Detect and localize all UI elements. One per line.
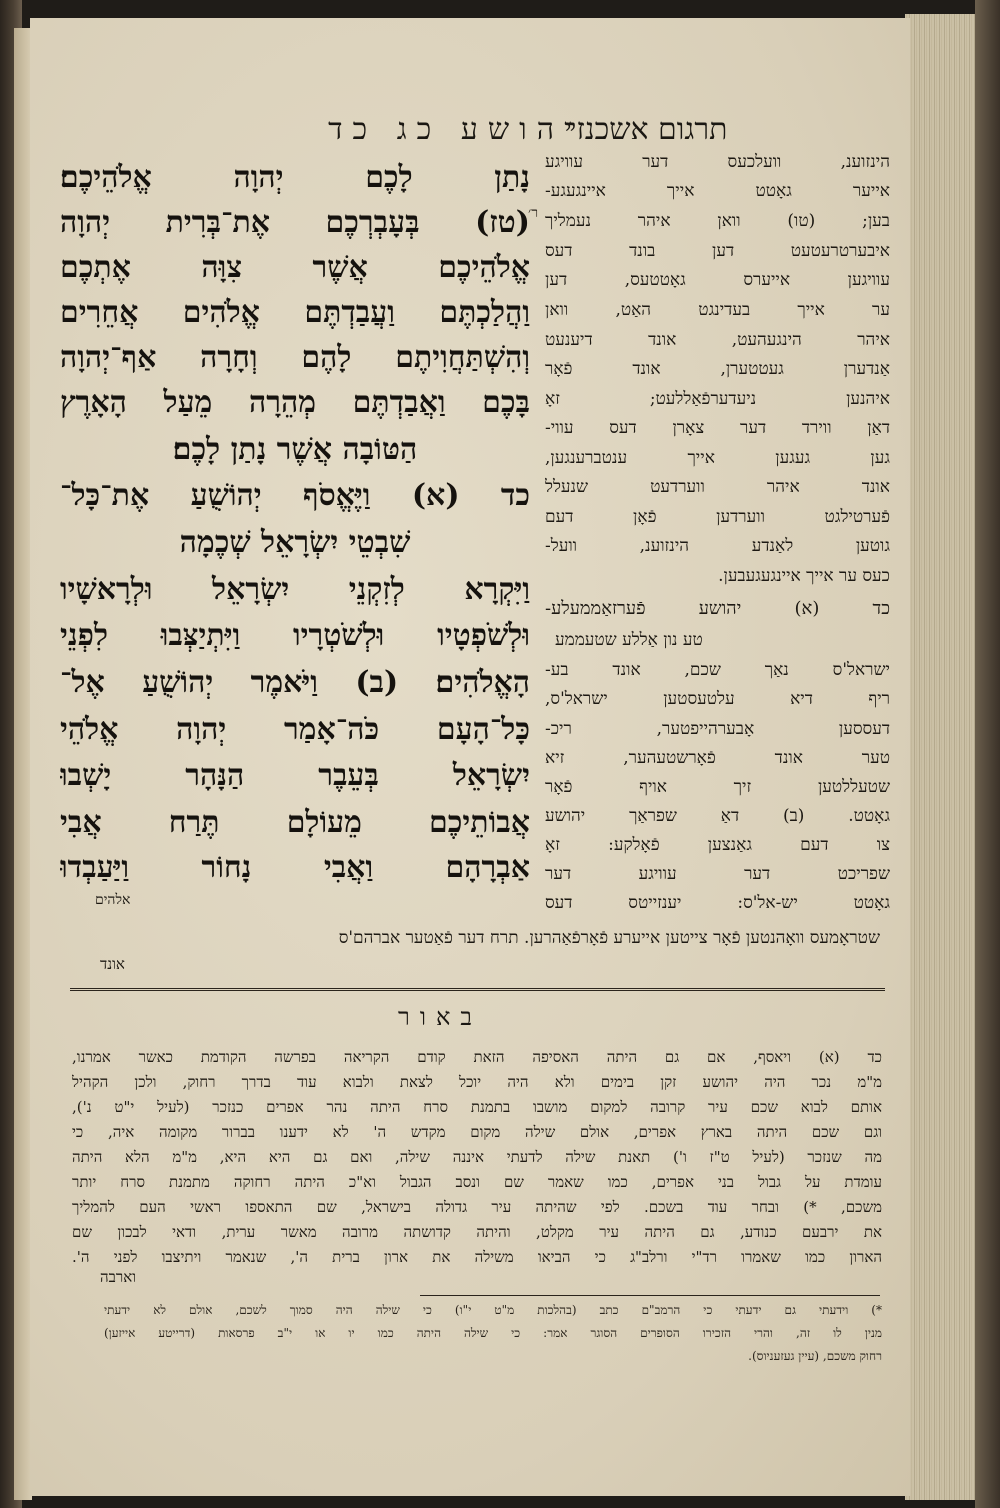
- translation-line: כד (א) יהושע פֿערזאַממעלע-: [545, 598, 890, 619]
- hebrew-line: אֱלֹהֵיכֶם אֲשֶׁר צִוָּה אֶתְכֶם: [60, 250, 530, 285]
- commentary-line: את ירבעם כנודע, גם היתה עיר מקלט, והיתה קדושתה מרובה מאשר ערית, ודאי לבכון שם: [72, 1223, 882, 1241]
- translation-line: גאָטט יש-אל'ס: יענזייטס דעס: [545, 893, 890, 913]
- commentary-line: כד (א) ויאסף, אם גם היתה האסיפה הזאת קודם הקריאה בפרשה הקודמת כאשר אמרנו,: [72, 1048, 882, 1066]
- translation-line: בען; (טו) וואן איהר נעמליך: [545, 211, 890, 231]
- commentary-line: מ"מ נכר היה יהושע זקן בימים ולא היה יוכל לצאת ולבוא עוד בדרך רחוק, ולכן הקהיל: [72, 1073, 882, 1091]
- hebrew-line: הָאֱלֹהִים׃ (ב) וַיֹּאמֶר יְהוֹשֻׁעַ אֶל־: [60, 665, 530, 700]
- catchword-translation: אונד: [100, 955, 125, 973]
- hebrew-line: בָּכֶם וַאֲבַדְתֶּם מְהֵרָה מֵעַל הָאָרֶץ: [60, 385, 530, 420]
- translation-line: ישראל'ס נאַך שכם, אונד בע-: [545, 660, 890, 680]
- translation-line: איבערטרעטעט דען בונד דעס: [545, 241, 890, 261]
- hebrew-line: הַטּוֹבָה אֲשֶׁר נָתַן לָכֶם׃: [172, 432, 418, 467]
- hebrew-line: וַיִּקְרָא לְזִקְנֵי יִשְׂרָאֵל וּלְרָאשָׁיו: [60, 572, 530, 607]
- commentary-line: אותם לבוא שכם עיר קרובה למקום מושבו בתמנת סרח היתה נהר אפרים כנזכר (לעיל י"ט נ'),: [72, 1098, 882, 1116]
- commentary-line: מה שנזכר (לעיל ט"ז ו') תאנת שילה לדעתי איננה שילה, ואם גם היא היא, מ"מ הלא היתה: [72, 1148, 882, 1166]
- translation-line: צו דעם גאַנצען פֿאָלקע: זאָ: [545, 835, 890, 855]
- translation-continuation: שטראָמעס וואָהנטען פֿאָר צייטען אייערע פֿאָרפֿאַהרען. תרח דער פֿאַטער אברהם'ס: [338, 928, 880, 948]
- translation-line: פֿערטילגט ווערדען פֿאָן דעם: [545, 507, 890, 527]
- translation-line: ער אייך בעדינגט האַט, וואן: [545, 300, 890, 320]
- translation-line: טער אונד פֿאָרשטעהער, זיא: [545, 748, 890, 768]
- running-header-translation: תרגום אשכנזי: [568, 112, 728, 147]
- translation-line: איהנען ניעדערפֿאַללעט; זאָ: [545, 389, 890, 409]
- book-cover-right: [975, 0, 1000, 1508]
- hebrew-line: כד (א) וַיֶּאֱסֹף יְהוֹשֻׁעַ אֶת־כָּל־: [60, 478, 530, 513]
- translation-line: שפריכט דער עוויגע דער: [545, 864, 890, 884]
- commentary-line: וגם שכם היתה בארץ אפרים, אולם שילה מקום מקדש ה' לא ידענו בברור מקומה איה, כי: [72, 1123, 882, 1141]
- footnote-line: רחוק משכם, (עיין געזעניוס).: [748, 1349, 882, 1363]
- translation-line: גוטען לאַנדע הינזוענ, וועל-: [545, 536, 890, 556]
- translation-line: דאַן ווירד דער צאָרן דעס עווי-: [545, 418, 890, 438]
- translation-line: הינזוענ, וועלכעס דער עוויגע: [545, 152, 890, 172]
- margin-verse-marker: ר׳: [528, 205, 539, 221]
- commentary-line: עומדת על גבול בני אפרים, כמו שאמר שם ונסב הגבול וא"כ היתה רחוקה מתמנת סרח יותר: [72, 1173, 882, 1191]
- hebrew-line: וַהֲלַכְתֶּם וַעֲבַדְתֶּם אֱלֹהִים אֲחֵרִים: [60, 295, 530, 330]
- translation-line: גען געגען אייך ענטברענגען,: [545, 448, 890, 468]
- translation-line: אונד איהר ווערדעט שנעלל: [545, 477, 890, 497]
- hebrew-line: נָתַן לָכֶם יְהוָה אֱלֹהֵיכֶם׃: [60, 160, 530, 195]
- hebrew-line: אַבְרָהָם וַאֲבִי נָחוֹר וַיַּעַבְדוּ: [60, 850, 530, 885]
- hebrew-line: (טז) בְּעָבְרְכֶם אֶת־בְּרִית יְהוָה: [60, 205, 530, 240]
- commentary-title: באור: [398, 1003, 482, 1031]
- translation-line: שטעללטען זיך אויף פֿאָר: [545, 777, 890, 797]
- translation-line: כעס ער אייך איינגעגעבען.: [718, 566, 890, 586]
- running-header-book: יהושע כג כד: [328, 112, 582, 147]
- catchword-main: אלהים: [95, 892, 131, 908]
- translation-line: איהר הינגעהעט, אונד דיענעט: [545, 330, 890, 350]
- translation-line: דעססען אָבערהייפטער, ריכ-: [545, 719, 890, 739]
- translation-line: אַנדערן געטטערן, אונד פֿאָר: [545, 359, 890, 379]
- footnote-line: מנין לו זה, והרי הזכירו הסופרים הסוגר אמר: כי שילה היתה כמו יו או י"ב פרסאות (דרייטע אייזען): [104, 1326, 882, 1340]
- commentary-line: משכם, *) ובחר עוד בשכם. לפי שהיתה עיר גדולה בישראל, שם התאספו ראשי העם להמליך: [72, 1198, 882, 1216]
- page-stack-edge: [905, 14, 985, 1500]
- translation-line: גאָטט. (ב) דאַ שפראַך יהושע: [545, 806, 890, 826]
- section-divider: [70, 988, 885, 991]
- hebrew-line: וְהִשְׁתַּחֲוִיתֶם לָהֶם וְחָרָה אַף־יְהוָה: [60, 340, 530, 375]
- hebrew-line: אֲבוֹתֵיכֶם מֵעוֹלָם תֶּרַח אֲבִי: [60, 805, 530, 840]
- translation-line: עוויגען אייערס גאָטטעס, דען: [545, 270, 890, 290]
- hebrew-line: כָּל־הָעָם כֹּה־אָמַר יְהוָה אֱלֹהֵי: [60, 712, 530, 747]
- translation-line: אייער גאָטט אייך איינגעגע-: [545, 181, 890, 201]
- hebrew-line: וּלְשֹׁפְטָיו וּלְשֹׁטְרָיו וַיִּתְיַצְּבוּ לִפְנֵי: [60, 618, 530, 653]
- footnote-line: *) וידעתי גם ידעתי כי הרמב"ם כתב (בהלכות מ"ט י"ו) כי שילה היה סמוך לשכם, אולם לא ידעתי: [104, 1303, 882, 1317]
- translation-line: ריף דיא עלטעסטען ישראל'ס,: [545, 689, 890, 709]
- translation-line: טע נון אַללע שטעממע: [555, 630, 703, 650]
- hebrew-line: יִשְׂרָאֵל בְּעֵבֶר הַנָּהָר יָשְׁבוּ: [60, 758, 530, 793]
- footnote-divider: [420, 1295, 880, 1296]
- commentary-line: הארון כמו שאמרו רד"י ורלב"ג כי הביאו משילה את ארון ברית ה', שנאמר ויתיצבו לפני ה'.: [72, 1248, 882, 1266]
- hebrew-line: שִׁבְטֵי יִשְׂרָאֵל שְׁכֶמָה: [179, 525, 411, 560]
- catchword-commentary: וארבה: [100, 1268, 137, 1286]
